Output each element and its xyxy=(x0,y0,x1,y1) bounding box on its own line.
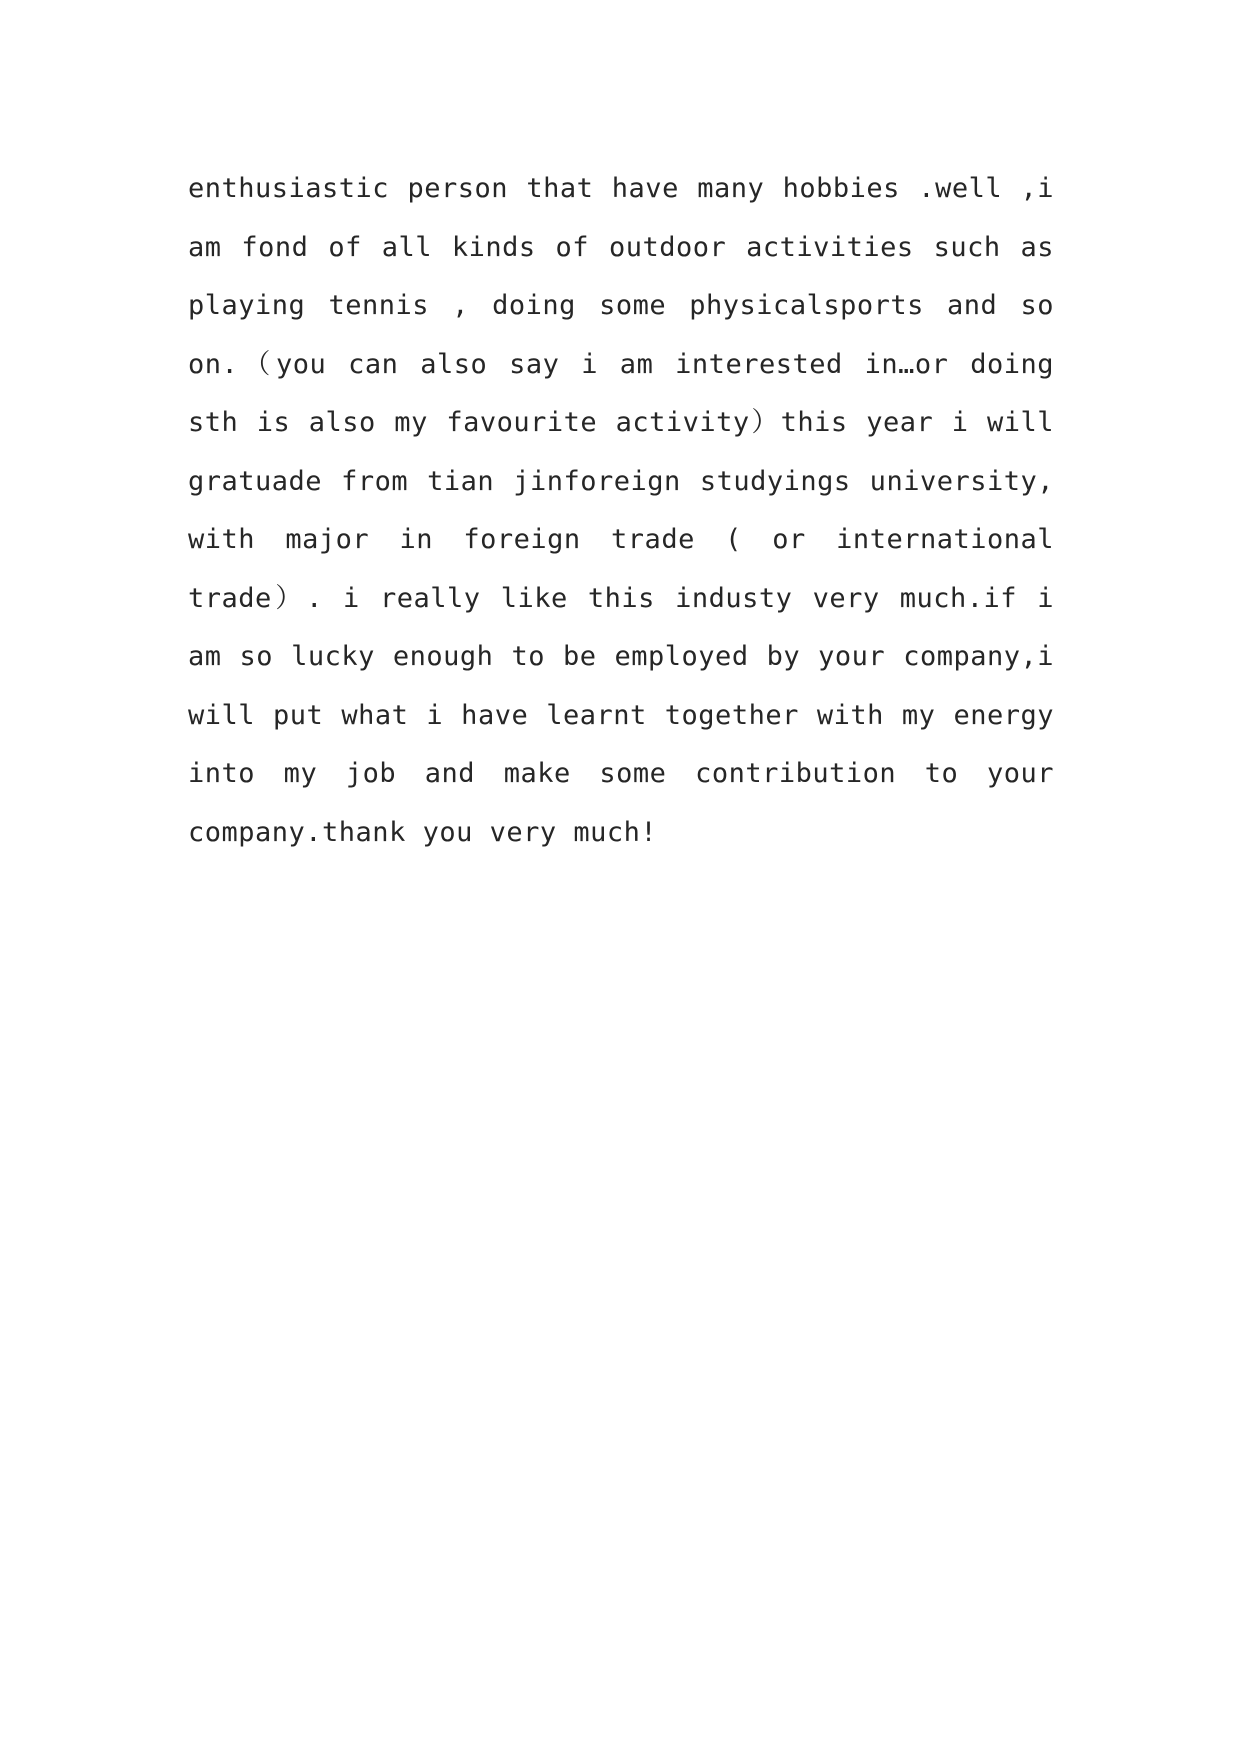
text-line: on.（you can also say i am interested in…or doing xyxy=(188,348,1054,380)
body-paragraph xyxy=(188,160,1054,862)
text-line: sth is also my favourite activity）this year i will xyxy=(188,407,1054,438)
text-line: enthusiastic person that have many hobbies .well ,i xyxy=(188,173,1054,204)
text-line: playing tennis , doing some physicalsports and so xyxy=(188,290,1054,321)
text-line: am fond of all kinds of outdoor activities such as xyxy=(188,231,1054,263)
text-line: with major in foreign trade ( or international xyxy=(188,524,1054,555)
text-line: will put what i have learnt together with my energy xyxy=(188,699,1054,731)
text-line: trade）. i really like this industy very much.if i xyxy=(188,582,1054,614)
text-line: am so lucky enough to be employed by your company,i xyxy=(188,641,1054,672)
text-line: gratuade from tian jinforeign studyings university, xyxy=(188,465,1054,497)
text-line: into my job and make some contribution to your xyxy=(188,758,1054,789)
text-line: company.thank you very much! xyxy=(188,816,658,848)
